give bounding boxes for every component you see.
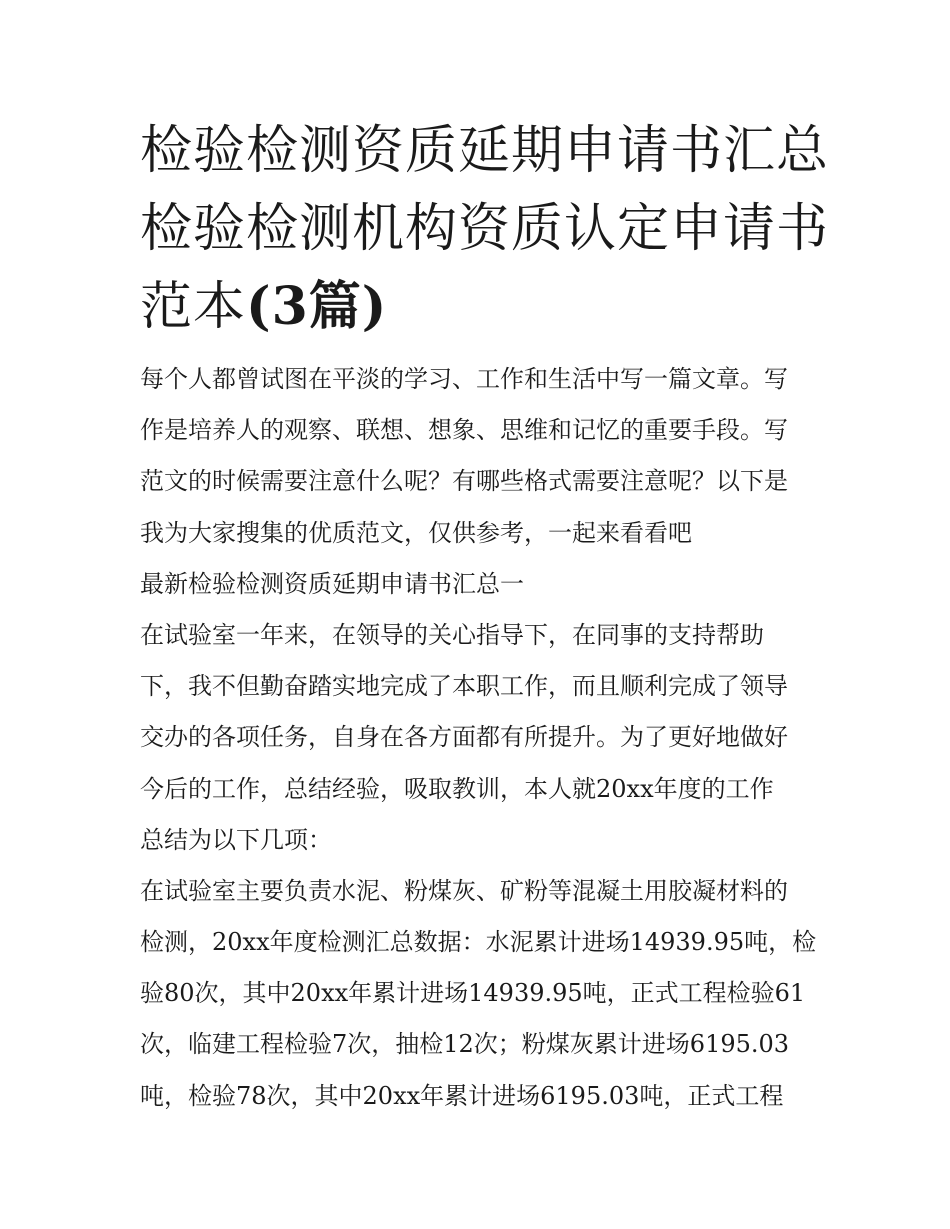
- text-line: 下，我不但勤奋踏实地完成了本职工作，而且顺利完成了领导: [140, 672, 788, 701]
- title-line: [140, 268, 820, 346]
- paragraph-details: [140, 866, 820, 1122]
- text-line: 范文的时候需要注意什么呢？有哪些格式需要注意呢？以下是: [140, 467, 788, 496]
- text-line: 交办的各项任务，自身在各方面都有所提升。为了更好地做好: [140, 723, 788, 752]
- title-line: 检验检测资质延期申请书汇总: [140, 121, 830, 181]
- text-line: 最新检验检测资质延期申请书汇总一: [140, 569, 524, 598]
- paragraph-intro: [140, 354, 820, 559]
- document-title: [140, 112, 830, 346]
- text-line: 今后的工作，总结经验，吸取教训，本人就20xx年度的工作: [140, 774, 774, 803]
- text-line: 每个人都曾试图在平淡的学习、工作和生活中写一篇文章。写: [140, 365, 788, 393]
- text-line: 检测，20xx年度检测汇总数据：水泥累计进场14939.95吨，检: [140, 928, 817, 957]
- text-line: 次，临建工程检验7次，抽检12次；粉煤灰累计进场6195.03: [140, 1030, 790, 1059]
- text-line: 验80次，其中20xx年累计进场14939.95吨，正式工程检验61: [140, 979, 806, 1008]
- text-line: 作是培养人的观察、联想、想象、思维和记忆的重要手段。写: [140, 416, 788, 445]
- title-line: 检验检测机构资质认定申请书: [140, 199, 830, 259]
- text-line: 在试验室一年来，在领导的关心指导下，在同事的支持帮助: [140, 620, 764, 649]
- text-line: 我为大家搜集的优质范文，仅供参考，一起来看看吧: [140, 518, 692, 547]
- title-suffix: (3篇): [246, 276, 388, 337]
- text-line: 吨，检验78次，其中20xx年累计进场6195.03吨，正式工程: [140, 1081, 784, 1110]
- paragraph-summary: [140, 610, 820, 866]
- section-heading: [140, 559, 820, 610]
- title-line-text: 范本: [140, 277, 247, 337]
- document-body: [140, 354, 820, 1122]
- text-line: 在试验室主要负责水泥、粉煤灰、矿粉等混凝土用胶凝材料的: [140, 876, 788, 905]
- text-line: 总结为以下几项：: [140, 825, 332, 854]
